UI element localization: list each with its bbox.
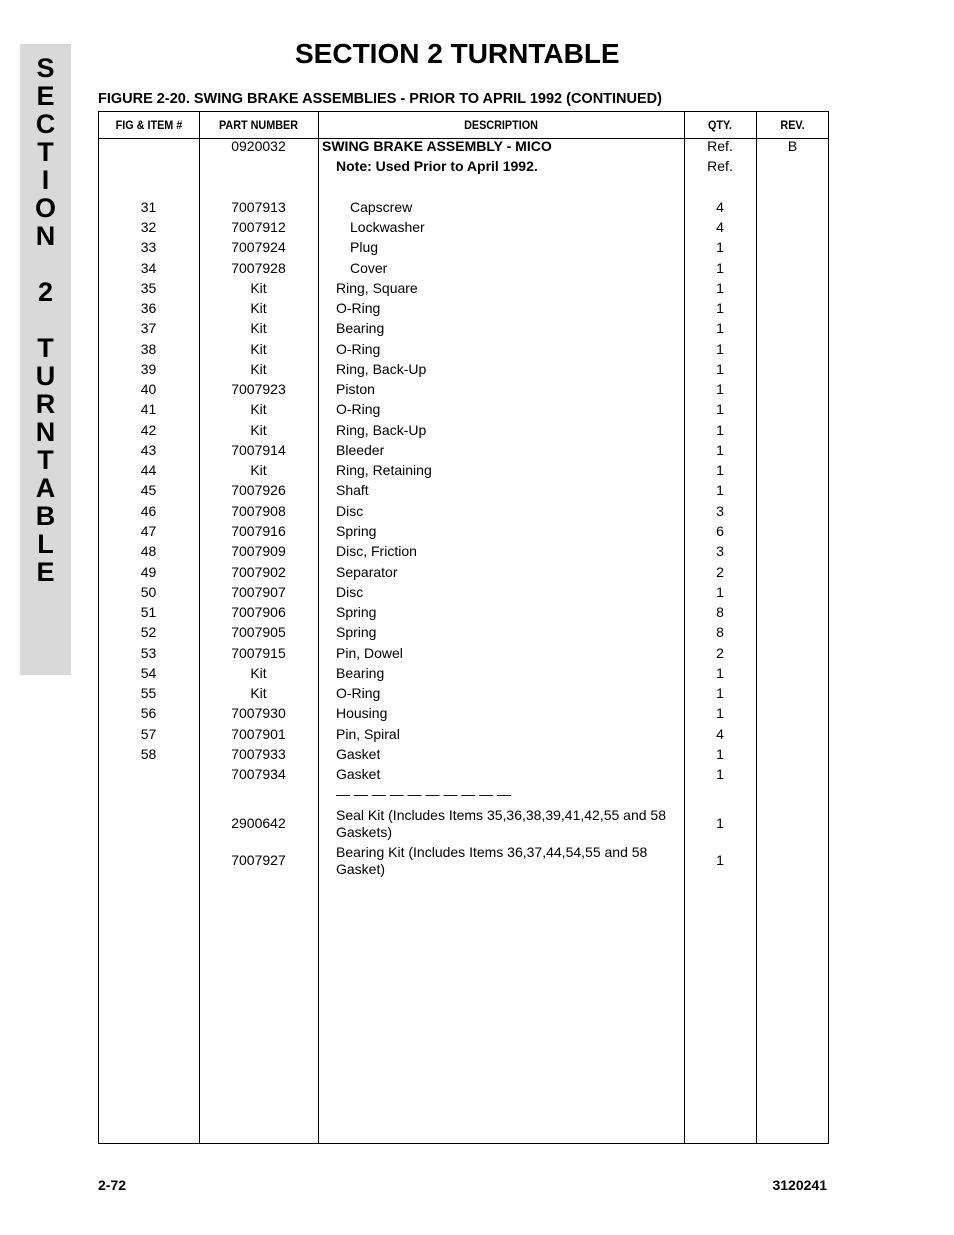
quantity: 1 [716,685,724,701]
part-description: Capscrew [350,199,413,215]
quantity: 1 [716,815,724,831]
side-tab-letter: R [35,389,56,419]
item-number: 36 [140,300,157,316]
part-description: Disc [336,503,364,519]
section-side-tab [20,44,71,675]
part-description: O-Ring [336,685,381,701]
part-description: Bearing Kit (Includes Items 36,37,44,54,55 and 58 Gasket) [336,844,648,877]
quantity: 1 [716,260,724,276]
side-tab-letter: S [36,53,55,83]
item-number: 38 [140,341,157,357]
side-tab-letter: B [35,501,56,531]
part-description: Housing [336,705,388,721]
part-number: Kit [250,320,267,336]
side-tab-letter: I [41,165,50,195]
part-description: Gasket [336,746,381,762]
header-part-number: PART NUMBER [218,118,299,132]
part-description: Spring [336,604,377,620]
part-description: Separator [336,564,398,580]
part-number: 7007907 [231,584,286,600]
quantity: 1 [716,462,724,478]
part-description: Spring [336,523,377,539]
part-number: 7007923 [231,381,286,397]
item-number: 32 [140,219,157,235]
side-tab-letter: T [37,445,54,475]
part-number: 7007912 [231,219,286,235]
part-number: 7007934 [231,766,286,782]
part-description: Disc, Friction [336,543,417,559]
item-number: 40 [140,381,157,397]
document-number: 3120241 [772,1177,827,1193]
part-number: 7007914 [231,442,286,458]
item-number: 48 [140,543,157,559]
side-tab-letter: T [37,137,54,167]
part-number: 7007916 [231,523,286,539]
part-description: Pin, Dowel [336,645,403,661]
quantity: 1 [716,381,724,397]
quantity: 1 [716,705,724,721]
item-number: 53 [140,645,157,661]
side-tab-letter: L [37,529,54,559]
part-description: Plug [350,239,379,255]
part-description: Cover [350,260,388,276]
quantity: 2 [716,564,724,580]
figure-title: FIGURE 2-20. SWING BRAKE ASSEMBLIES - PRIOR TO APRIL 1992 (CONTINUED) [98,91,662,107]
part-description: Disc [336,584,364,600]
part-number: 7007924 [231,239,286,255]
quantity: 1 [716,422,724,438]
column-divider [756,112,757,1143]
part-number: 2900642 [231,815,286,831]
side-tab-letter: C [35,109,56,139]
item-number: 42 [140,422,157,438]
part-description: O-Ring [336,401,381,417]
part-number: 7007906 [231,604,286,620]
quantity: 2 [716,645,724,661]
side-tab-letter: N [35,417,56,447]
part-description: Ring, Square [336,280,418,296]
part-number: 7007928 [231,260,286,276]
quantity: 1 [716,320,724,336]
quantity: 4 [716,219,724,235]
part-description: Ring, Back-Up [336,361,427,377]
quantity: 1 [716,746,724,762]
item-number: 35 [140,280,157,296]
quantity: 6 [716,523,724,539]
part-description: Gasket [336,766,381,782]
quantity: 1 [716,766,724,782]
item-number: 33 [140,239,157,255]
column-divider [318,112,319,1143]
part-number: 7007915 [231,645,286,661]
side-tab-letter: E [36,81,55,111]
part-number: Kit [250,401,267,417]
quantity: 8 [716,604,724,620]
item-number: 57 [140,726,157,742]
side-tab-letter: 2 [37,277,54,307]
item-number: 54 [140,665,157,681]
part-description: — — — — — — — — — — [336,786,512,802]
part-number: 7007909 [231,543,286,559]
item-number: 34 [140,260,157,276]
quantity: 1 [716,852,724,868]
quantity: 1 [716,584,724,600]
item-number: 39 [140,361,157,377]
quantity: 3 [716,503,724,519]
header-qty: QTY. [707,118,732,132]
part-number: Kit [250,665,267,681]
part-number: 7007908 [231,503,286,519]
side-tab-letter: T [37,333,54,363]
item-number: 56 [140,705,157,721]
part-description: Bearing [336,320,385,336]
page-number: 2-72 [98,1177,127,1193]
side-tab-letter: N [35,221,56,251]
item-number: 50 [140,584,157,600]
part-description: SWING BRAKE ASSEMBLY - MICO [322,138,552,154]
part-description: Piston [336,381,375,397]
part-number: Kit [250,280,267,296]
quantity: 1 [716,239,724,255]
part-number: Kit [250,462,267,478]
part-number: 7007927 [231,852,286,868]
part-description: Ring, Back-Up [336,422,427,438]
quantity: 1 [716,280,724,296]
part-description: Lockwasher [350,219,425,235]
item-number: 51 [140,604,157,620]
quantity: 3 [716,543,724,559]
part-number: 7007930 [231,705,286,721]
part-number: 7007901 [231,726,286,742]
part-number: 7007902 [231,564,286,580]
part-description: Seal Kit (Includes Items 35,36,38,39,41,42,55 and 58 Gaskets) [336,807,667,840]
page-title: SECTION 2 TURNTABLE [295,38,620,69]
part-description: Note: Used Prior to April 1992. [336,158,538,174]
part-number: 7007926 [231,482,286,498]
part-number: 0920032 [231,138,286,154]
quantity: 1 [716,665,724,681]
item-number: 43 [140,442,157,458]
quantity: Ref. [707,138,733,154]
item-number: 52 [140,624,157,640]
part-description: Spring [336,624,377,640]
part-number: Kit [250,300,267,316]
part-number: Kit [250,685,267,701]
item-number: 44 [140,462,157,478]
item-number: 37 [140,320,157,336]
quantity: Ref. [707,158,733,174]
side-tab-letter: E [36,557,55,587]
side-tab-letter: A [35,473,56,503]
side-tab-letter: U [35,361,56,391]
part-description: O-Ring [336,341,381,357]
quantity: 1 [716,361,724,377]
item-number: 46 [140,503,157,519]
side-tab-letter: O [34,193,56,223]
header-fig-item: FIG & ITEM # [115,118,183,132]
quantity: 1 [716,401,724,417]
part-number: Kit [250,422,267,438]
revision: B [787,138,798,154]
part-description: Bleeder [336,442,385,458]
part-number: Kit [250,361,267,377]
header-rev: REV. [780,118,805,132]
item-number: 47 [140,523,157,539]
part-number: 7007933 [231,746,286,762]
quantity: 4 [716,199,724,215]
part-description: Ring, Retaining [336,462,432,478]
item-number: 31 [140,199,157,215]
item-number: 55 [140,685,157,701]
item-number: 58 [140,746,157,762]
item-number: 45 [140,482,157,498]
part-number: Kit [250,341,267,357]
header-description: DESCRIPTION [464,118,538,132]
part-description: O-Ring [336,300,381,316]
quantity: 1 [716,341,724,357]
item-number: 41 [140,401,157,417]
part-description: Shaft [336,482,369,498]
quantity: 1 [716,442,724,458]
part-description: Pin, Spiral [336,726,400,742]
quantity: 1 [716,300,724,316]
quantity: 8 [716,624,724,640]
item-number: 49 [140,564,157,580]
quantity: 4 [716,726,724,742]
part-description: Bearing [336,665,385,681]
part-number: 7007905 [231,624,286,640]
quantity: 1 [716,482,724,498]
part-number: 7007913 [231,199,286,215]
